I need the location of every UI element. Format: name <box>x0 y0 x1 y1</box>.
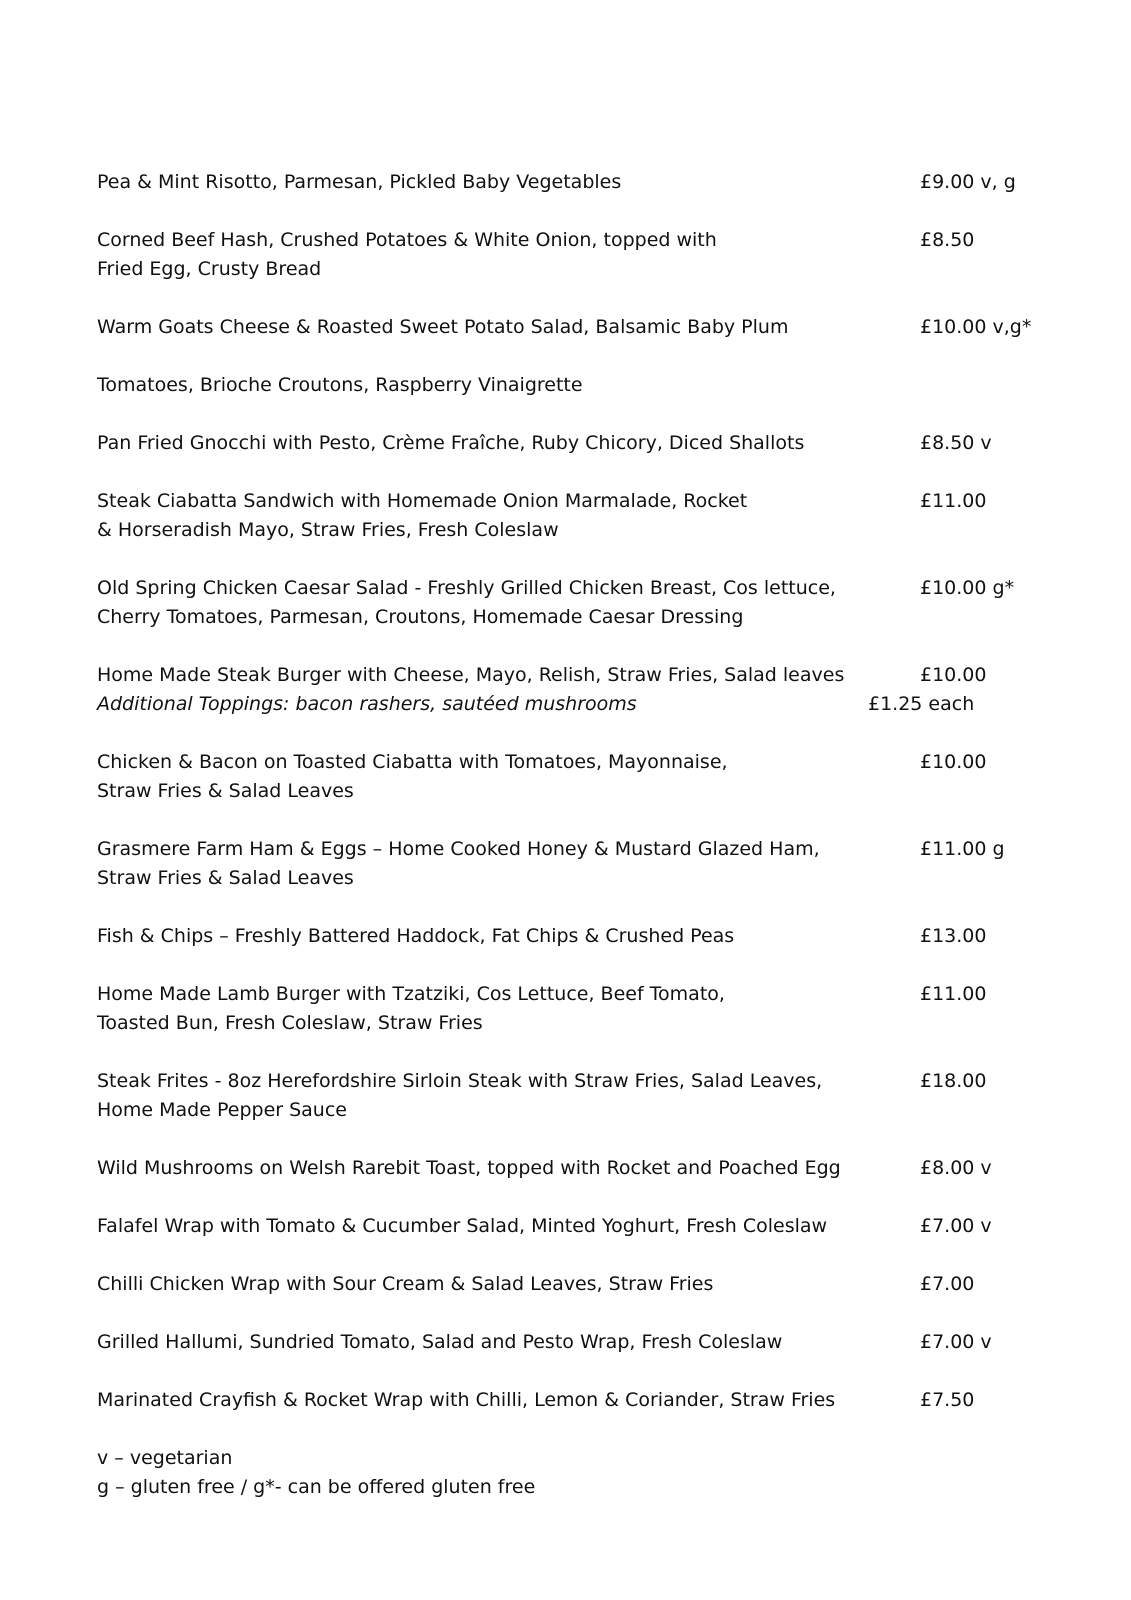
spacer <box>97 719 1057 748</box>
dish-description-continued: Straw Fries & Salad Leaves <box>97 780 354 802</box>
dish-description: Home Made Lamb Burger with Tzatziki, Cos Lettuce, Beef Tomato, <box>97 983 725 1005</box>
dish-description-continued: & Horseradish Mayo, Straw Fries, Fresh Coleslaw <box>97 519 559 541</box>
spacer <box>97 806 1057 835</box>
dish-description: Old Spring Chicken Caesar Salad - Freshly Grilled Chicken Breast, Cos lettuce, <box>97 577 836 599</box>
dish-price: £11.00 <box>920 490 987 512</box>
spacer <box>97 893 1057 922</box>
spacer <box>97 1415 1057 1444</box>
additional-toppings <box>97 690 1057 719</box>
menu-item <box>97 226 1057 284</box>
menu-item <box>97 313 1057 342</box>
dish-price: £7.00 <box>920 1273 975 1295</box>
dish-description: Grilled Hallumi, Sundried Tomato, Salad and Pesto Wrap, Fresh Coleslaw <box>97 1331 783 1353</box>
dish-description: Marinated Crayfish & Rocket Wrap with Chilli, Lemon & Coriander, Straw Fries <box>97 1389 836 1411</box>
spacer <box>97 197 1057 226</box>
menu-item <box>97 429 1057 458</box>
dish-price: £8.50 v <box>920 432 992 454</box>
dish-description: Tomatoes, Brioche Croutons, Raspberry Vinaigrette <box>97 374 583 396</box>
dish-description: Home Made Steak Burger with Cheese, Mayo, Relish, Straw Fries, Salad leaves <box>97 664 845 686</box>
menu-item <box>97 1270 1057 1299</box>
spacer <box>97 458 1057 487</box>
dish-description: Falafel Wrap with Tomato & Cucumber Salad, Minted Yoghurt, Fresh Coleslaw <box>97 1215 828 1237</box>
menu-item <box>97 980 1057 1038</box>
menu-item <box>97 487 1057 545</box>
menu-item <box>97 748 1057 806</box>
dish-description: Pan Fried Gnocchi with Pesto, Crème Fraîche, Ruby Chicory, Diced Shallots <box>97 432 805 454</box>
dish-price: £10.00 <box>920 751 987 773</box>
spacer <box>97 632 1057 661</box>
menu-item <box>97 574 1057 632</box>
dish-description-continued: Toasted Bun, Fresh Coleslaw, Straw Fries <box>97 1012 483 1034</box>
dish-description: Chilli Chicken Wrap with Sour Cream & Salad Leaves, Straw Fries <box>97 1273 714 1295</box>
dish-price: £10.00 v,g* <box>920 316 1032 338</box>
legend-entry: v – vegetarian <box>97 1447 233 1469</box>
dish-description-continued: Straw Fries & Salad Leaves <box>97 867 354 889</box>
additional-toppings-price: £1.25 each <box>868 693 975 715</box>
dish-price: £7.50 <box>920 1389 975 1411</box>
spacer <box>97 951 1057 980</box>
menu-item <box>97 371 1057 400</box>
dish-description: Grasmere Farm Ham & Eggs – Home Cooked Honey & Mustard Glazed Ham, <box>97 838 820 860</box>
dish-description: Steak Ciabatta Sandwich with Homemade Onion Marmalade, Rocket <box>97 490 748 512</box>
menu-item <box>97 168 1057 197</box>
menu-item <box>97 1154 1057 1183</box>
dish-description: Fish & Chips – Freshly Battered Haddock, Fat Chips & Crushed Peas <box>97 925 735 947</box>
menu-item <box>97 661 1057 690</box>
dish-price: £10.00 g* <box>920 577 1015 599</box>
menu-item <box>97 1386 1057 1415</box>
menu-item <box>97 835 1057 893</box>
menu-item <box>97 922 1057 951</box>
dish-description: Corned Beef Hash, Crushed Potatoes & White Onion, topped with <box>97 229 717 251</box>
legend-entry: g – gluten free / g*- can be offered gluten free <box>97 1476 536 1498</box>
spacer <box>97 342 1057 371</box>
menu-list <box>97 168 1057 1502</box>
dish-price: £13.00 <box>920 925 987 947</box>
spacer <box>97 1357 1057 1386</box>
dish-description-continued: Cherry Tomatoes, Parmesan, Croutons, Homemade Caesar Dressing <box>97 606 744 628</box>
spacer <box>97 1299 1057 1328</box>
spacer <box>97 1241 1057 1270</box>
spacer <box>97 284 1057 313</box>
dish-price: £8.50 <box>920 229 975 251</box>
dish-description-continued: Fried Egg, Crusty Bread <box>97 258 322 280</box>
dish-price: £11.00 <box>920 983 987 1005</box>
dish-price: £18.00 <box>920 1070 987 1092</box>
spacer <box>97 545 1057 574</box>
dish-price: £8.00 v <box>920 1157 992 1179</box>
dish-price: £7.00 v <box>920 1215 992 1237</box>
spacer <box>97 1125 1057 1154</box>
spacer <box>97 400 1057 429</box>
dish-price: £7.00 v <box>920 1331 992 1353</box>
dish-description: Steak Frites - 8oz Herefordshire Sirloin Steak with Straw Fries, Salad Leaves, <box>97 1070 823 1092</box>
menu-item <box>97 1328 1057 1357</box>
dish-price: £11.00 g <box>920 838 1005 860</box>
additional-toppings-text: Additional Toppings: bacon rashers, sautéed mushrooms <box>97 693 637 715</box>
dietary-legend <box>97 1444 1057 1502</box>
dish-description: Wild Mushrooms on Welsh Rarebit Toast, topped with Rocket and Poached Egg <box>97 1157 841 1179</box>
dish-description: Chicken & Bacon on Toasted Ciabatta with Tomatoes, Mayonnaise, <box>97 751 728 773</box>
dish-price: £10.00 <box>920 664 987 686</box>
dish-price: £9.00 v, g <box>920 171 1016 193</box>
spacer <box>97 1038 1057 1067</box>
dish-description-continued: Home Made Pepper Sauce <box>97 1099 347 1121</box>
menu-item <box>97 1212 1057 1241</box>
menu-item <box>97 1067 1057 1125</box>
spacer <box>97 1183 1057 1212</box>
dish-description: Pea & Mint Risotto, Parmesan, Pickled Baby Vegetables <box>97 171 622 193</box>
dish-description: Warm Goats Cheese & Roasted Sweet Potato Salad, Balsamic Baby Plum <box>97 316 789 338</box>
